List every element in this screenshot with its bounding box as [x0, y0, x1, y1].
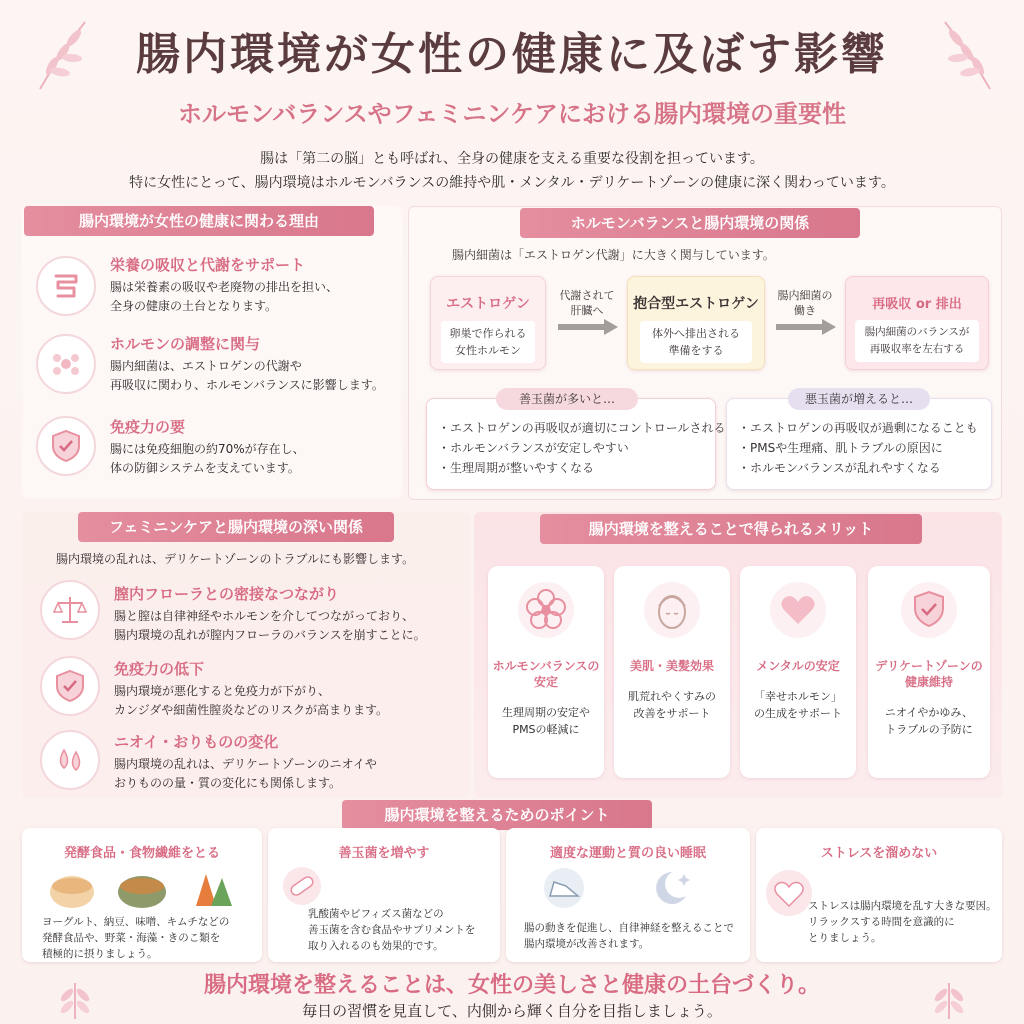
reason-text: 腸内細菌は、エストロゲンの代謝や — [110, 359, 302, 373]
flow-step-text: 卵巣で作られる — [449, 327, 527, 340]
merit-card — [740, 566, 856, 778]
point-text: 積極的に摂りましょう。 — [42, 948, 158, 960]
reason-text: 腸は栄養素の吸収や老廃物の排出を担い、 — [110, 280, 339, 294]
feminine-section-title: フェミニンケアと腸内環境の深い関係 — [78, 512, 394, 542]
flow-step-title: 抱合型エストロゲン — [633, 296, 759, 312]
flow-arrow-label: 腸内細菌の — [777, 289, 833, 302]
point-heading: 善玉菌を増やす — [338, 846, 430, 861]
hormone-section-title: ホルモンバランスと腸内環境の関係 — [520, 208, 860, 238]
point-card — [756, 828, 1002, 962]
face-icon — [642, 580, 702, 640]
list-item: ・ホルモンバランスが安定しやすい — [438, 441, 629, 455]
shield-check-icon — [899, 580, 959, 640]
point-heading: 発酵食品・食物繊維をとる — [63, 846, 220, 861]
merit-title: メンタルの安定 — [756, 659, 840, 673]
point-text: ヨーグルト、納豆、味噌、キムチなどの — [42, 916, 230, 928]
point-card — [506, 828, 750, 962]
flow-step-estrogen — [430, 276, 546, 370]
point-heading: 適度な運動と質の良い睡眠 — [549, 846, 706, 861]
intestine-icon — [36, 256, 96, 316]
merit-card — [868, 566, 990, 778]
merit-title: 美肌・美髪効果 — [629, 659, 714, 673]
flow-step-title: 再吸収 or 排出 — [872, 297, 962, 312]
point-heading: ストレスを溜めない — [820, 846, 938, 861]
point-text: 腸の動きを促進し、自律神経を整えることで — [524, 922, 734, 934]
feminine-heading: 免疫力の低下 — [114, 660, 205, 678]
reasons-section-title: 腸内環境が女性の健康に関わる理由 — [24, 206, 374, 236]
list-item: ・エストロゲンの再吸収が適切にコントロールされる — [438, 421, 726, 435]
good-bacteria-label: 善玉菌が多いと… — [496, 388, 638, 410]
point-card — [22, 828, 262, 962]
reason-heading: 栄養の吸収と代謝をサポート — [110, 256, 306, 274]
points-section-title: 腸内環境を整えるためのポイント — [342, 800, 652, 830]
intro-line: 腸は「第二の脳」とも呼ばれ、全身の健康を支える重要な役割を担っています。 — [260, 151, 764, 167]
balance-scale-icon — [40, 580, 100, 640]
fermented-food-icon — [46, 866, 236, 912]
flow-arrow-label: 肝臓へ — [570, 304, 604, 317]
flow-step-text: 体外へ排出される — [652, 327, 740, 340]
reason-text: 腸には免疫細胞の約70%が存在し、 — [110, 442, 305, 456]
heart-icon — [764, 868, 814, 918]
merit-text: 「幸せホルモン」 — [754, 690, 842, 703]
heart-icon — [768, 580, 828, 640]
point-text: とりましょう。 — [808, 932, 882, 944]
page-subtitle: ホルモンバランスやフェミニンケアにおける腸内環境の重要性 — [178, 100, 846, 128]
merit-title: 健康維持 — [904, 675, 953, 689]
reason-heading: ホルモンの調整に関与 — [110, 335, 261, 353]
flow-step-text: 再吸収率を左右する — [869, 343, 965, 355]
merit-text: 生理周期の安定や — [502, 706, 590, 719]
hormone-lead: 腸内細菌は「エストロゲン代謝」に大きく関与しています。 — [452, 248, 775, 262]
merit-title: ホルモンバランスの — [492, 659, 600, 673]
intro-line: 特に女性にとって、腸内環境はホルモンバランスの維持や肌・メンタル・デリケートゾーンの健康に深く関わっています。 — [129, 175, 895, 191]
point-text: 乳酸菌やビフィズス菌などの — [308, 908, 444, 920]
merit-card — [488, 566, 604, 778]
shield-check-icon — [36, 416, 96, 476]
shield-check-icon — [40, 656, 100, 716]
list-item: ・ホルモンバランスが乱れやすくなる — [738, 461, 941, 475]
bad-bacteria-list — [738, 418, 978, 478]
list-item: ・エストロゲンの再吸収が過剰になることも — [738, 421, 978, 435]
point-text: 取り入れるのも効果的です。 — [308, 940, 444, 952]
flow-step-reabsorb — [845, 276, 989, 370]
point-text: ストレスは腸内環境を乱す大きな要因。 — [808, 900, 997, 912]
reason-heading: 免疫力の要 — [110, 418, 186, 436]
merit-text: の生成をサポート — [754, 707, 842, 720]
merit-text: 肌荒れやくすみの — [628, 690, 716, 703]
merit-title: 安定 — [533, 675, 558, 689]
merit-card — [614, 566, 730, 778]
reason-text: 再吸収に関わり、ホルモンバランスに影響します。 — [110, 378, 384, 392]
merit-text: ニオイやかゆみ、 — [884, 706, 974, 719]
reason-text: 体の防御システムを支えています。 — [110, 461, 300, 475]
flow-step-title: エストロゲン — [446, 296, 530, 312]
flow-step-conjugated — [627, 276, 765, 370]
feminine-heading: 膣内フローラとの密接なつながり — [114, 585, 340, 603]
feminine-text: 腸内環境の乱れが膣内フローラのバランスを崩すことに。 — [114, 628, 426, 642]
droplets-icon — [40, 730, 100, 790]
list-item: ・PMSや生理痛、肌トラブルの原因に — [738, 441, 943, 455]
merits-section-title: 腸内環境を整えることで得られるメリット — [540, 514, 922, 544]
point-text: 発酵食品や、野菜・海藻・きのこ類を — [42, 932, 221, 944]
list-item: ・生理周期が整いやすくなる — [438, 461, 595, 475]
flow-step-text: 準備をする — [668, 344, 724, 357]
feminine-text: 腸内環境が悪化すると免疫力が下がり、 — [114, 684, 331, 698]
good-bacteria-list — [438, 418, 726, 478]
point-card — [268, 828, 500, 962]
feminine-text: おりものの量・質の変化にも関係します。 — [114, 776, 342, 790]
point-text: 善玉菌を含む食品やサプリメントを — [308, 924, 476, 936]
flow-step-text: 女性ホルモン — [455, 344, 521, 357]
feminine-lead: 腸内環境の乱れは、デリケートゾーンのトラブルにも影響します。 — [56, 552, 415, 566]
merit-text: トラブルの予防に — [885, 723, 973, 736]
footer-message: 腸内環境を整えることは、女性の美しさと健康の土台づくり。 — [203, 973, 820, 998]
arrow-right-icon — [556, 318, 620, 336]
footer-submessage: 毎日の習慣を見直して、内側から輝く自分を目指しましょう。 — [302, 1002, 722, 1020]
merit-text: PMSの軽減に — [512, 723, 580, 736]
arrow-right-icon — [774, 318, 838, 336]
feminine-text: カンジダや細菌性膣炎などのリスクが高まります。 — [114, 703, 389, 717]
hormone-molecule-icon — [36, 334, 96, 394]
feminine-text: 腸内環境の乱れは、デリケートゾーンのニオイや — [114, 757, 377, 771]
bad-bacteria-label: 悪玉菌が増えると… — [788, 388, 930, 410]
flow-arrow-label: 代謝されて — [559, 289, 615, 302]
flow-step-text: 腸内細菌のバランスが — [864, 326, 970, 338]
moon-icon — [644, 866, 694, 912]
page-title: 腸内環境が女性の健康に及ぼす影響 — [136, 29, 888, 80]
point-text: リラックスする時間を意識的に — [808, 916, 955, 928]
reason-text: 全身の健康の土台となります。 — [110, 299, 278, 313]
merit-text: 改善をサポート — [633, 707, 711, 720]
capsule-icon — [280, 866, 324, 906]
feminine-heading: ニオイ・おりものの変化 — [114, 733, 279, 751]
point-text: 腸内環境が改善されます。 — [524, 938, 650, 950]
feminine-text: 腸と膣は自律神経やホルモンを介してつながっており、 — [114, 609, 415, 623]
merit-title: デリケートゾーンの — [875, 659, 983, 673]
flower-icon — [516, 580, 576, 640]
flow-arrow-label: 働き — [794, 304, 816, 317]
